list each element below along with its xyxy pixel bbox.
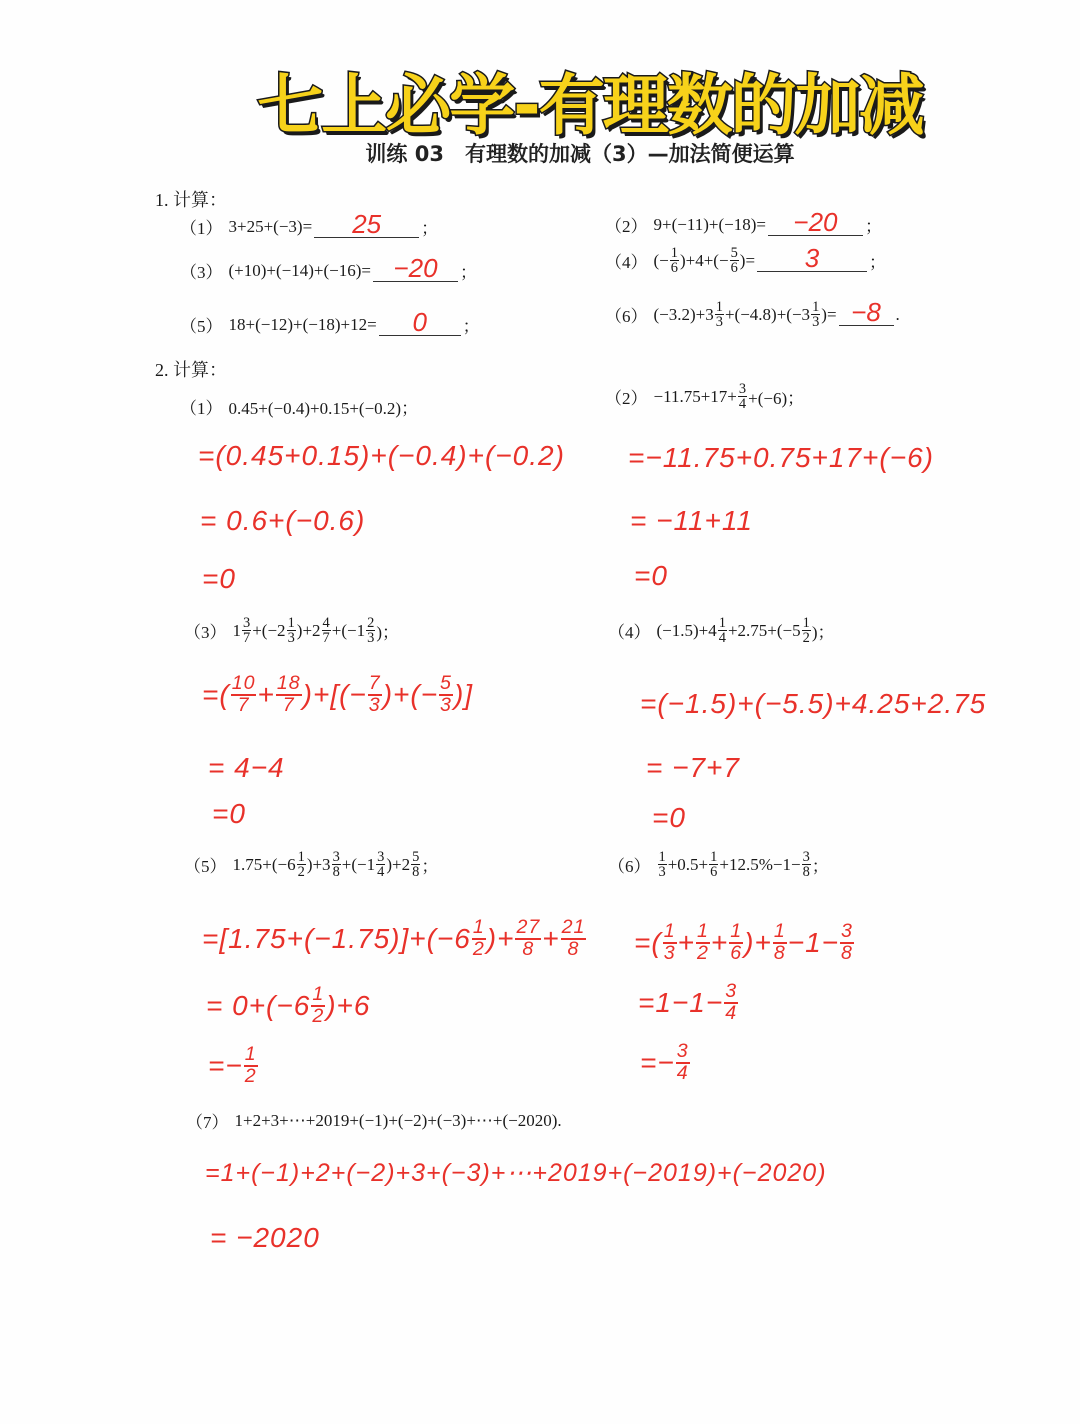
numerator: 10 bbox=[231, 672, 256, 694]
handwritten-answer: 0 bbox=[412, 307, 427, 337]
punctuation: ； bbox=[864, 217, 882, 236]
math-text: )+ bbox=[744, 926, 772, 958]
question-number: （1） bbox=[180, 219, 223, 238]
section-1-label: 1. 计算： bbox=[155, 190, 227, 210]
denominator: 3 bbox=[368, 693, 381, 716]
question-number: （2） bbox=[605, 389, 648, 409]
denominator: 3 bbox=[367, 630, 375, 647]
s2-q6-work-line-1 bbox=[634, 922, 855, 963]
math-text: = 0+(−6 bbox=[206, 989, 311, 1021]
math-text: = −2020 bbox=[210, 1222, 320, 1253]
section-2-label: 2. 计算： bbox=[155, 360, 227, 380]
math-text: = 0.6+(−0.6) bbox=[200, 505, 366, 536]
question-number: （6） bbox=[605, 307, 648, 327]
denominator: 2 bbox=[696, 941, 709, 964]
handwritten-answer: −20 bbox=[393, 253, 438, 283]
math-text: =− bbox=[208, 1049, 243, 1081]
fraction bbox=[840, 922, 854, 963]
math-text: =−11.75+0.75+17+(−6) bbox=[628, 442, 934, 473]
denominator: 7 bbox=[243, 630, 251, 647]
math-text: =0 bbox=[652, 802, 686, 833]
handwritten-answer: 25 bbox=[352, 209, 382, 239]
numerator: 1 bbox=[812, 299, 820, 315]
denominator: 7 bbox=[322, 630, 330, 647]
fraction bbox=[561, 918, 587, 959]
s2-q4-work-line-3 bbox=[652, 802, 686, 834]
numerator: 1 bbox=[297, 849, 305, 865]
s2-q7-work-line-1 bbox=[205, 1158, 827, 1188]
fraction bbox=[311, 985, 325, 1026]
numerator: 1 bbox=[718, 615, 726, 631]
numerator: 1 bbox=[696, 920, 709, 942]
answer-blank[interactable] bbox=[839, 297, 894, 328]
denominator: 2 bbox=[297, 864, 305, 881]
math-text: + bbox=[257, 678, 275, 710]
numerator: 3 bbox=[243, 615, 251, 631]
s2-q6-work-line-3 bbox=[640, 1042, 691, 1083]
punctuation: ； bbox=[460, 263, 477, 282]
numerator: 1 bbox=[715, 299, 723, 315]
numerator: 1 bbox=[663, 920, 676, 942]
denominator: 4 bbox=[738, 396, 747, 413]
math-text: 1.75+(−6 bbox=[232, 854, 296, 874]
numerator: 1 bbox=[244, 1043, 257, 1065]
denominator: 6 bbox=[670, 260, 678, 277]
denominator: 3 bbox=[715, 314, 723, 331]
numerator: 5 bbox=[440, 672, 452, 694]
fraction bbox=[709, 850, 718, 880]
denominator: 4 bbox=[676, 1061, 689, 1084]
numerator: 1 bbox=[287, 615, 295, 631]
numerator: 2 bbox=[367, 615, 375, 631]
math-text: +2.75+(−5 bbox=[727, 620, 801, 640]
fraction bbox=[376, 850, 385, 880]
denominator: 8 bbox=[412, 864, 420, 881]
question-expression bbox=[233, 850, 439, 880]
punctuation: ； bbox=[869, 253, 887, 273]
math-text: = −11+11 bbox=[630, 505, 753, 536]
fraction bbox=[696, 922, 710, 963]
s2-question-1 bbox=[180, 394, 418, 419]
denominator: 2 bbox=[312, 1004, 325, 1027]
math-text: = −7+7 bbox=[646, 752, 740, 783]
question-expression bbox=[229, 315, 377, 335]
math-text: =(−1.5)+(−5.5)+4.25+2.75 bbox=[640, 688, 987, 719]
numerator: 7 bbox=[368, 672, 381, 694]
math-text: =( bbox=[634, 926, 662, 958]
math-text: )+(− bbox=[382, 678, 439, 710]
question-expression bbox=[657, 616, 835, 646]
numerator: 3 bbox=[738, 381, 747, 397]
math-text: 1+2+3+⋯+2019+(−1)+(−2)+(−3)+⋯+(−2020). bbox=[234, 1110, 562, 1130]
s1-question-5 bbox=[180, 307, 480, 337]
math-text: )= bbox=[739, 250, 756, 270]
s2-q5-work-line-1 bbox=[202, 918, 587, 959]
math-text: + bbox=[542, 922, 560, 954]
s1-question-3 bbox=[180, 253, 477, 283]
question-expression bbox=[654, 382, 805, 412]
math-text: )+3 bbox=[306, 854, 331, 874]
math-text: )+2 bbox=[296, 620, 321, 640]
question-expression bbox=[654, 300, 837, 330]
s2-q2-work-line-2 bbox=[630, 505, 753, 537]
s1-question-2 bbox=[605, 207, 882, 237]
denominator: 7 bbox=[237, 693, 250, 716]
fraction bbox=[724, 982, 738, 1023]
math-text: =1+(−1)+2+(−2)+3+(−3)+⋯+2019+(−2019)+(−2020) bbox=[205, 1159, 827, 1187]
s2-question-6 bbox=[608, 850, 829, 880]
s2-q1-work-line-2 bbox=[200, 505, 365, 537]
numerator: 1 bbox=[730, 920, 743, 942]
answer-blank[interactable] bbox=[314, 209, 419, 239]
s1-question-6 bbox=[605, 297, 900, 331]
math-text: (−3.2)+3 bbox=[653, 304, 714, 324]
question-number: （4） bbox=[605, 253, 648, 273]
math-text: 0.45+(−0.4)+0.15+(−0.2)； bbox=[228, 399, 419, 418]
math-text: 9+(−11)+(−18)= bbox=[653, 214, 766, 234]
numerator: 1 bbox=[710, 849, 718, 865]
numerator: 1 bbox=[773, 920, 786, 942]
fraction bbox=[676, 1042, 690, 1083]
numerator: 4 bbox=[322, 615, 330, 631]
s2-q1-work-line-3 bbox=[202, 563, 236, 595]
math-text: ； bbox=[811, 857, 829, 877]
math-text: = 4−4 bbox=[208, 752, 285, 783]
s2-q2-work-line-3 bbox=[634, 560, 668, 592]
math-text: )； bbox=[811, 623, 835, 643]
question-expression bbox=[229, 261, 372, 281]
question-expression bbox=[229, 217, 313, 237]
math-text: 18+(−12)+(−18)+12= bbox=[228, 314, 377, 334]
question-number: （3） bbox=[180, 263, 223, 282]
s2-q1-work-line-1 bbox=[198, 440, 565, 472]
math-text: 3+25+(−3)= bbox=[228, 216, 313, 236]
s2-question-2 bbox=[605, 382, 804, 412]
denominator: 6 bbox=[730, 941, 743, 964]
s2-q5-work-line-3 bbox=[208, 1045, 259, 1086]
s2-question-4 bbox=[608, 616, 835, 646]
fraction bbox=[730, 246, 739, 276]
math-text: =1−1− bbox=[638, 986, 724, 1018]
math-text: =0 bbox=[202, 563, 236, 594]
denominator: 4 bbox=[377, 864, 385, 881]
fraction bbox=[663, 922, 677, 963]
numerator: 3 bbox=[332, 849, 340, 865]
s2-question-3 bbox=[184, 616, 399, 646]
math-text: )+ bbox=[486, 922, 515, 954]
math-text: + bbox=[677, 926, 695, 958]
s2-q2-work-line-1 bbox=[628, 442, 934, 474]
math-text: + bbox=[710, 926, 729, 958]
math-text: )+4+(− bbox=[679, 250, 729, 270]
math-text: +0.5+ bbox=[667, 854, 709, 874]
s2-question-5 bbox=[184, 850, 438, 880]
math-text: +(−6)； bbox=[748, 389, 805, 409]
fraction bbox=[322, 616, 331, 646]
question-number: （2） bbox=[605, 217, 648, 236]
s2-question-7 bbox=[186, 1108, 562, 1133]
math-text: )； bbox=[376, 623, 399, 643]
denominator: 8 bbox=[522, 937, 535, 960]
fraction bbox=[332, 850, 341, 880]
denominator: 8 bbox=[802, 864, 810, 881]
punctuation: ； bbox=[421, 219, 439, 238]
s2-q4-work-line-1 bbox=[640, 688, 986, 720]
math-text: +(−1 bbox=[331, 620, 366, 640]
denominator: 3 bbox=[658, 864, 666, 881]
fraction bbox=[715, 300, 724, 330]
fraction bbox=[729, 922, 743, 963]
math-text: )= bbox=[821, 304, 837, 324]
denominator: 8 bbox=[773, 941, 786, 964]
numerator: 1 bbox=[670, 245, 678, 261]
numerator: 1 bbox=[802, 615, 810, 631]
math-text: +12.5%−1− bbox=[719, 854, 801, 874]
denominator: 6 bbox=[730, 260, 738, 277]
fraction bbox=[244, 1045, 258, 1086]
fraction bbox=[472, 918, 486, 959]
s2-q5-work-line-2 bbox=[206, 985, 370, 1026]
numerator: 3 bbox=[725, 980, 738, 1002]
numerator: 5 bbox=[412, 849, 420, 865]
question-expression bbox=[229, 394, 419, 419]
question-expression bbox=[235, 1111, 562, 1131]
math-text: (−1.5)+4 bbox=[656, 620, 717, 640]
numerator: 5 bbox=[730, 245, 738, 261]
fraction bbox=[811, 300, 820, 330]
denominator: 6 bbox=[710, 864, 718, 881]
fraction bbox=[515, 918, 541, 959]
s2-q3-work-line-1 bbox=[202, 674, 473, 715]
fraction bbox=[738, 382, 747, 412]
math-text: 1 bbox=[232, 620, 241, 640]
denominator: 3 bbox=[440, 693, 452, 716]
fraction bbox=[411, 850, 420, 880]
s1-question-4 bbox=[605, 243, 887, 277]
denominator: 2 bbox=[802, 630, 810, 647]
question-expression bbox=[657, 850, 829, 880]
worksheet-subtitle: 训练 03 有理数的加减（3）—加法简便运算 bbox=[365, 142, 795, 166]
s2-q6-work-line-2 bbox=[638, 982, 739, 1023]
question-expression bbox=[654, 215, 766, 235]
fraction bbox=[297, 850, 306, 880]
denominator: 2 bbox=[244, 1064, 257, 1087]
fraction bbox=[439, 674, 453, 715]
answer-blank[interactable] bbox=[379, 307, 461, 337]
answer-blank[interactable] bbox=[757, 243, 867, 274]
math-text: )+[(− bbox=[302, 678, 367, 710]
math-text: )+6 bbox=[326, 989, 371, 1021]
fraction bbox=[802, 850, 811, 880]
math-text: −1− bbox=[787, 926, 839, 958]
math-text: (+10)+(−14)+(−16)= bbox=[228, 260, 371, 280]
fraction bbox=[287, 616, 296, 646]
numerator: 18 bbox=[276, 672, 301, 694]
fraction bbox=[366, 616, 375, 646]
fraction bbox=[242, 616, 251, 646]
numerator: 1 bbox=[312, 983, 325, 1005]
s2-q3-work-line-2 bbox=[208, 752, 285, 784]
question-number: （5） bbox=[180, 317, 223, 336]
math-text: +(−4.8)+(−3 bbox=[724, 304, 811, 324]
math-text: +(−1 bbox=[341, 854, 376, 874]
denominator: 8 bbox=[567, 937, 580, 960]
s2-q3-work-line-3 bbox=[212, 798, 246, 830]
numerator: 3 bbox=[676, 1040, 689, 1062]
math-text: =0 bbox=[634, 560, 668, 591]
numerator: 1 bbox=[658, 849, 666, 865]
s2-q4-work-line-2 bbox=[646, 752, 740, 784]
denominator: 3 bbox=[812, 314, 820, 331]
question-number: （3） bbox=[184, 623, 227, 643]
fraction bbox=[231, 674, 257, 715]
numerator: 27 bbox=[516, 916, 541, 938]
denominator: 8 bbox=[841, 941, 853, 964]
fraction bbox=[670, 246, 679, 276]
math-text: =− bbox=[640, 1046, 675, 1078]
math-text: =(0.45+0.15)+(−0.4)+(−0.2) bbox=[198, 440, 565, 471]
page-title: 七上必学-有理数的加减 bbox=[257, 67, 923, 144]
question-number: （6） bbox=[608, 857, 651, 877]
s2-q7-work-line-2 bbox=[210, 1222, 320, 1254]
math-text: −11.75+17+ bbox=[653, 386, 737, 406]
question-expression bbox=[233, 616, 399, 646]
handwritten-answer: 3 bbox=[804, 243, 820, 274]
numerator: 21 bbox=[561, 916, 586, 938]
math-text: )] bbox=[453, 678, 474, 710]
numerator: 3 bbox=[841, 920, 853, 942]
fraction bbox=[773, 922, 787, 963]
denominator: 4 bbox=[725, 1001, 738, 1024]
denominator: 8 bbox=[332, 864, 340, 881]
fraction bbox=[276, 674, 302, 715]
handwritten-answer: −20 bbox=[793, 207, 838, 237]
question-number: （7） bbox=[186, 1113, 229, 1132]
fraction bbox=[718, 616, 727, 646]
math-text: )+2 bbox=[386, 854, 411, 874]
denominator: 4 bbox=[718, 630, 726, 647]
denominator: 3 bbox=[287, 630, 295, 647]
handwritten-answer: −8 bbox=[851, 297, 881, 328]
fraction bbox=[368, 674, 382, 715]
numerator: 1 bbox=[472, 916, 485, 938]
denominator: 3 bbox=[663, 941, 676, 964]
question-number: （5） bbox=[184, 857, 227, 877]
numerator: 3 bbox=[377, 849, 385, 865]
question-expression bbox=[654, 246, 756, 276]
math-text: =( bbox=[202, 678, 230, 710]
math-text: =[1.75+(−1.75)]+(−6 bbox=[202, 922, 471, 954]
answer-blank[interactable] bbox=[768, 207, 863, 237]
denominator: 7 bbox=[282, 693, 295, 716]
math-text: +(−2 bbox=[252, 620, 286, 640]
s1-question-1 bbox=[180, 209, 439, 239]
fraction bbox=[658, 850, 667, 880]
question-number: （1） bbox=[180, 399, 223, 418]
numerator: 3 bbox=[802, 849, 810, 865]
question-number: （4） bbox=[608, 623, 651, 643]
fraction bbox=[802, 616, 811, 646]
answer-blank[interactable] bbox=[373, 253, 458, 283]
math-text: =0 bbox=[212, 798, 246, 829]
punctuation: ； bbox=[462, 317, 480, 336]
denominator: 2 bbox=[472, 937, 485, 960]
math-text: (− bbox=[653, 250, 669, 270]
punctuation: . bbox=[895, 304, 900, 324]
math-text: ； bbox=[421, 857, 439, 877]
